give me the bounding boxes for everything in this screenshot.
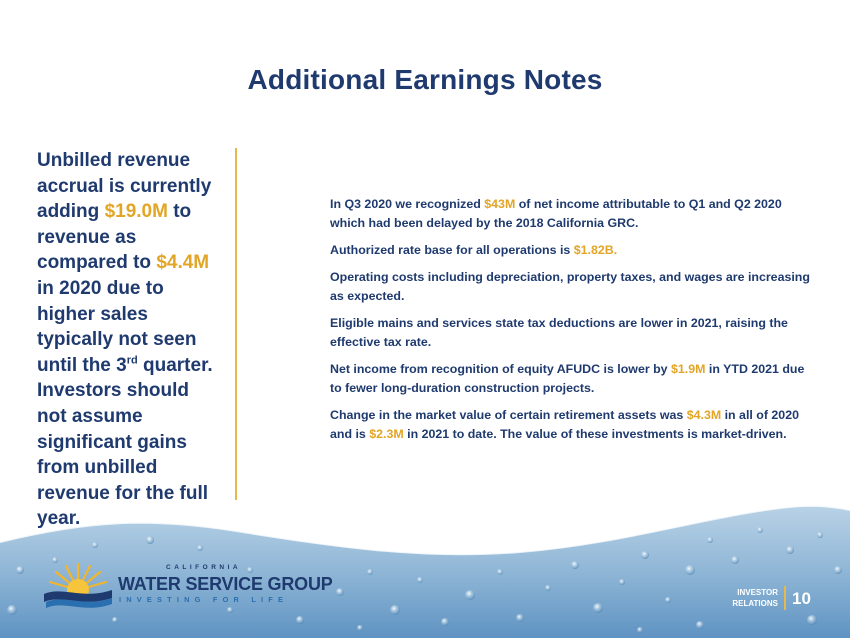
- note-5-text-b: in YTD 2021 due to fewer long-duration construction projects.: [330, 362, 805, 395]
- callout-text-3: in 2020 due to higher sales typically not seen until the 3: [37, 277, 197, 376]
- page-number: 10: [792, 589, 811, 608]
- footer-divider: [784, 586, 786, 610]
- note-5: [330, 360, 812, 398]
- note-4: Eligible mains and services state tax deductions are lower in 2021, raising the effective tax rate.: [330, 316, 788, 349]
- note-2-amount: $1.82B.: [573, 243, 618, 257]
- note-6: [330, 406, 812, 444]
- ir-line-1: INVESTOR: [737, 588, 778, 597]
- ir-line-2: RELATIONS: [732, 599, 778, 608]
- investor-relations-label: [726, 587, 778, 609]
- note-6-amount-2: $2.3M: [369, 427, 404, 441]
- callout-amount-1: $19.0M: [104, 201, 168, 223]
- note-5-text-a: Net income from recognition of equity AFUDC is lower by: [330, 362, 672, 376]
- note-1-amount: $43M: [484, 197, 516, 211]
- note-1-text-b: of net income attributable to Q1 and Q2 2020 which had been delayed by the 2018 California GRC.: [330, 197, 782, 230]
- note-3: Operating costs including depreciation, property taxes, and wages are increasing as expected.: [330, 270, 810, 303]
- callout-text-1: Unbilled revenue accrual is currently adding: [37, 150, 212, 223]
- callout-text-2: to revenue as compared to: [37, 201, 192, 274]
- sun-wave-icon: [42, 560, 114, 610]
- note-1: [330, 195, 812, 233]
- unbilled-revenue-callout: [37, 148, 217, 532]
- logo-california: CALIFORNIA: [166, 564, 242, 571]
- note-6-text-b: in all of 2020 and is: [330, 408, 799, 441]
- note-6-amount-1: $4.3M: [686, 408, 722, 422]
- note-1-text-a: In Q3 2020 we recognized: [330, 197, 485, 211]
- logo-tagline: INVESTING FOR LIFE: [119, 595, 289, 604]
- company-logo: [42, 560, 342, 612]
- slide-title: Additional Earnings Notes: [247, 64, 603, 95]
- note-5-amount: $1.9M: [671, 362, 706, 376]
- callout-amount-2: $4.4M: [156, 252, 210, 274]
- logo-wordmark: WATER SERVICE GROUP: [118, 574, 333, 594]
- note-6-text-a: Change in the market value of certain retirement assets was: [330, 408, 687, 422]
- callout-text-4: quarter. Investors should not assume significant gains from unbilled revenue for the full year.: [37, 354, 213, 530]
- callout-superscript: rd: [126, 354, 138, 367]
- note-2-text: Authorized rate base for all operations is: [330, 243, 574, 257]
- note-6-text-c: in 2021 to date. The value of these investments is market-driven.: [403, 427, 787, 441]
- earnings-notes: [330, 195, 812, 452]
- vertical-divider: [235, 148, 237, 500]
- note-2: [330, 241, 812, 260]
